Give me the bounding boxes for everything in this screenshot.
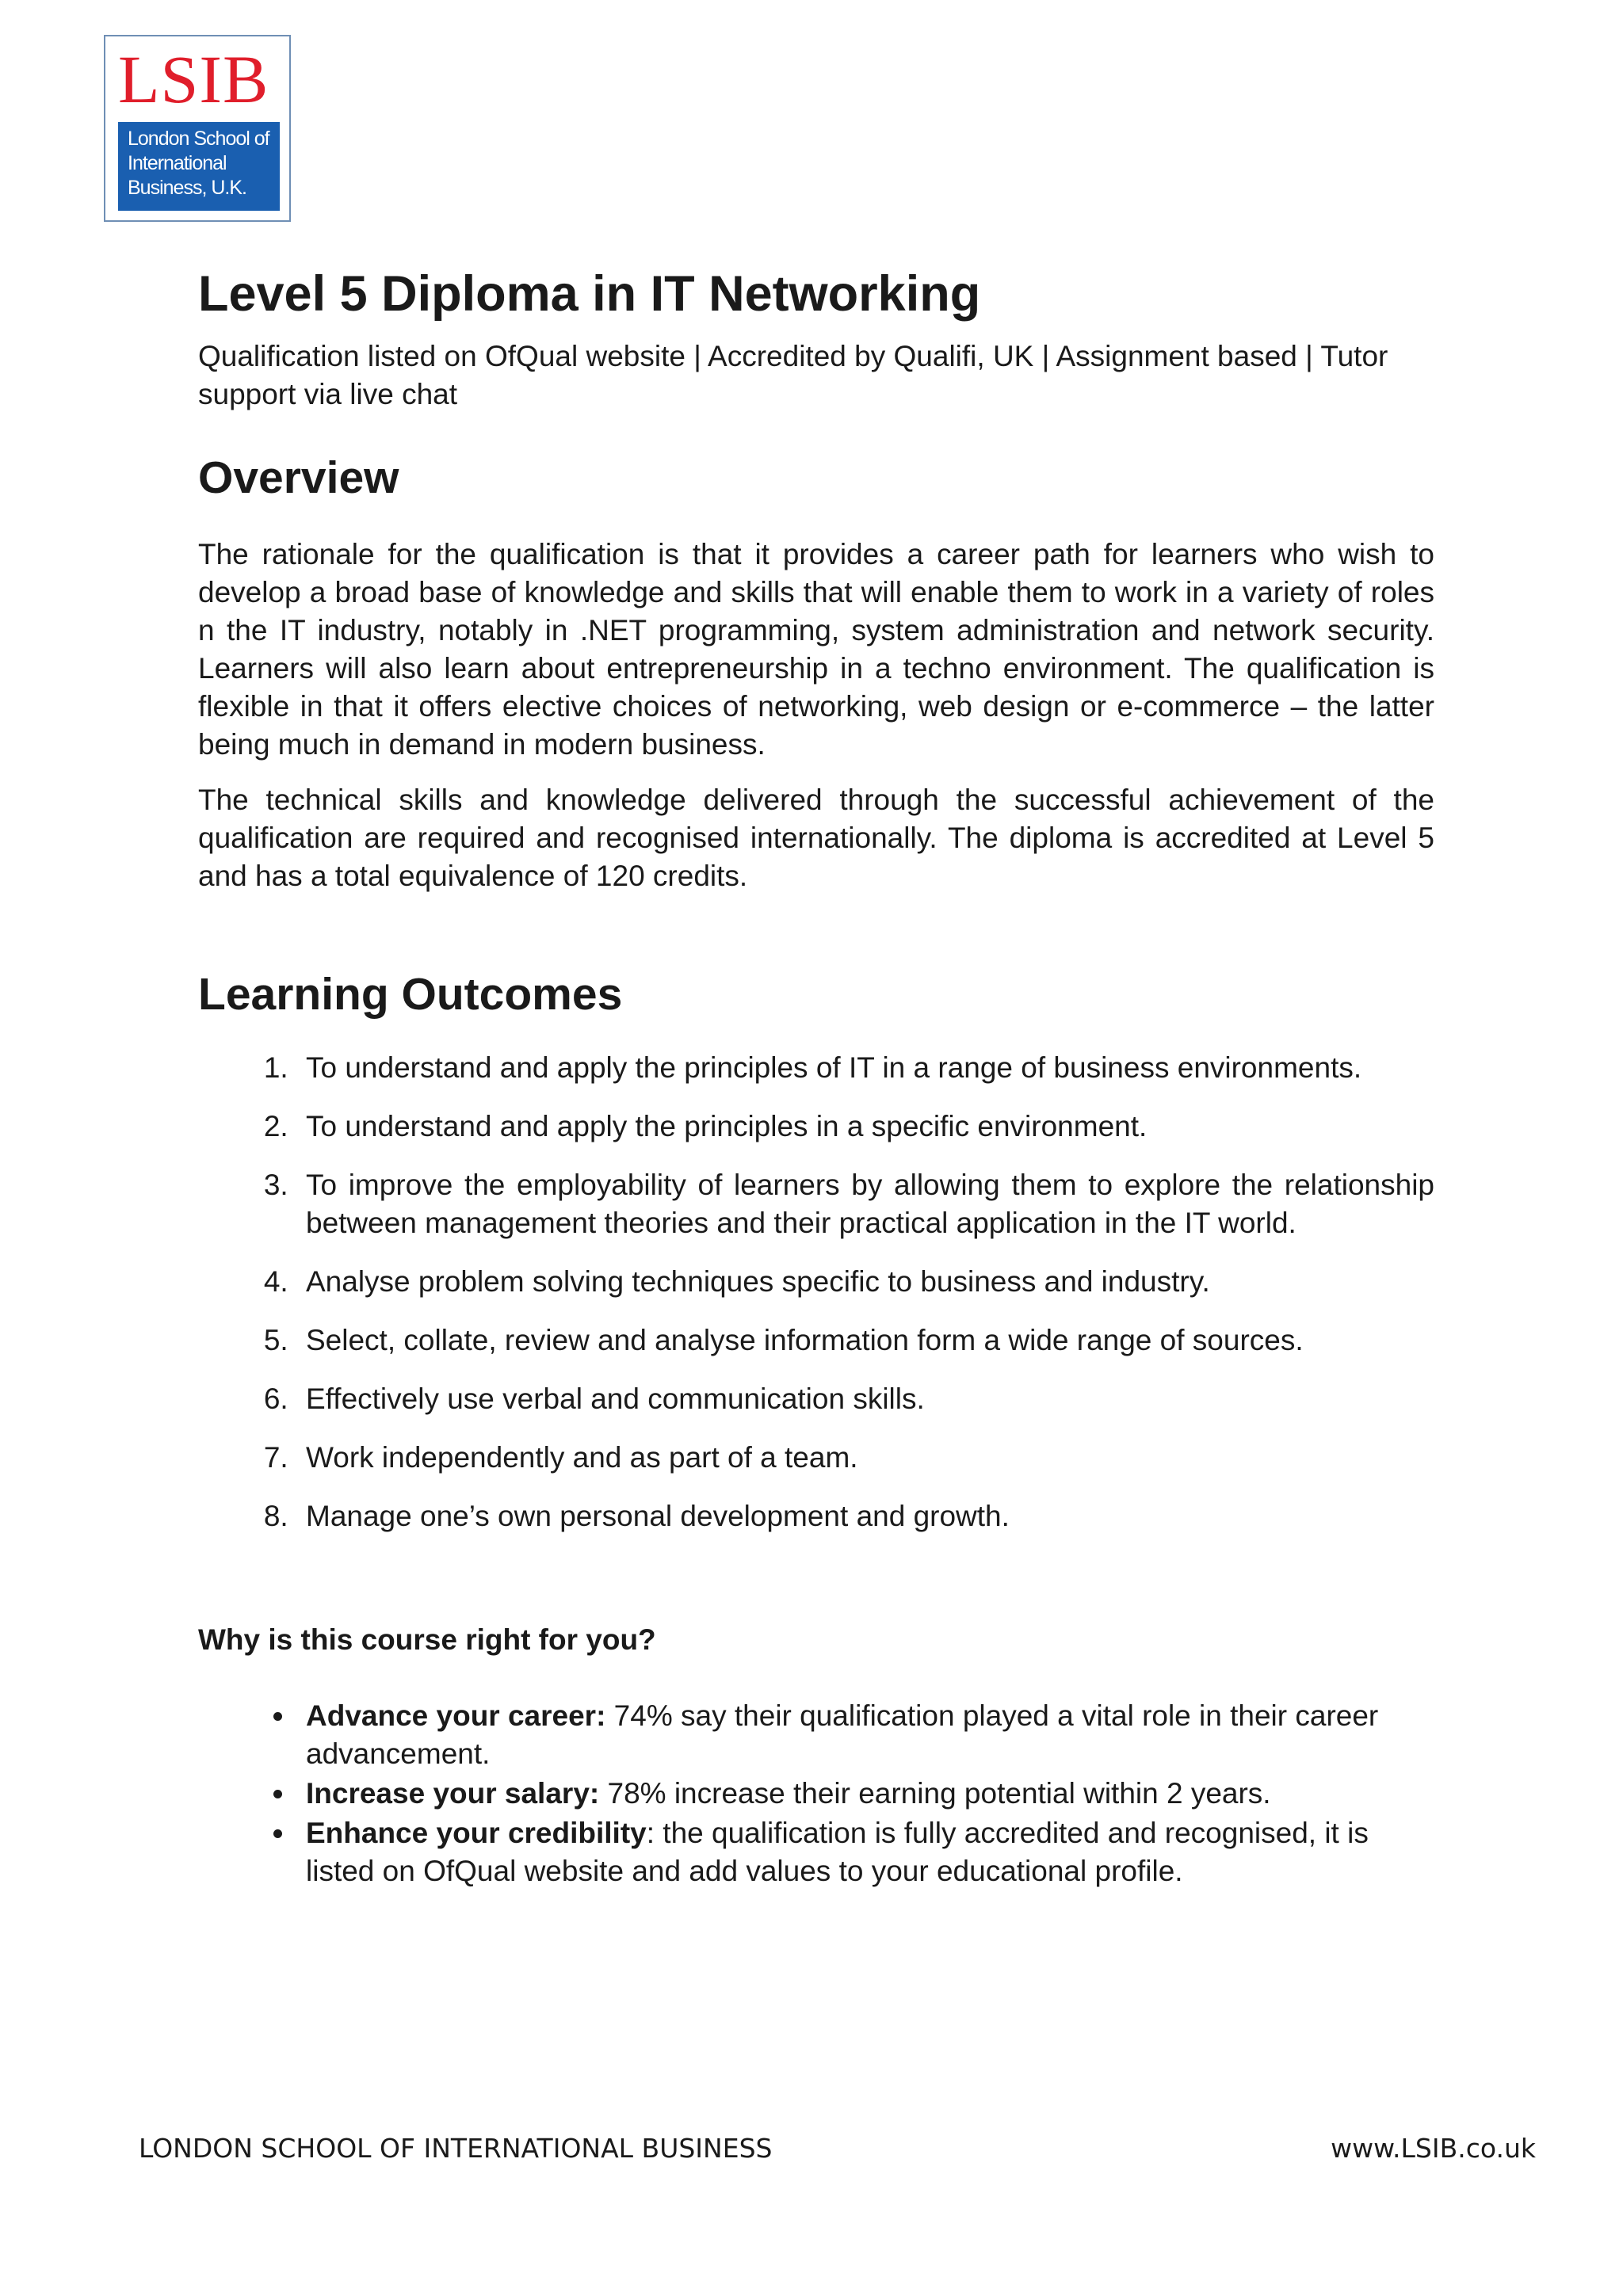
- lsib-logo: [104, 35, 291, 222]
- benefit-label: Enhance your credibility: [306, 1817, 647, 1849]
- benefit-text: : the qualification is fully accredited and recognised, it is listed on OfQual website and add values to your educational profile.: [306, 1817, 1369, 1887]
- list-item: [296, 1775, 1434, 1813]
- list-item: 6. Effectively use verbal and communication skills.: [296, 1380, 1434, 1418]
- list-item: 7. Work independently and as part of a team.: [296, 1439, 1434, 1477]
- page-title: Level 5 Diploma in IT Networking: [198, 266, 981, 322]
- logo-tagline: London School of International Business, U.K.: [128, 128, 269, 199]
- footer-organization: LONDON SCHOOL OF INTERNATIONAL BUSINESS: [139, 2133, 773, 2164]
- list-item: 4. Analyse problem solving techniques specific to business and industry.: [296, 1263, 1434, 1301]
- benefits-list: [198, 1697, 1434, 1890]
- list-item: 2. To understand and apply the principles in a specific environment.: [296, 1108, 1434, 1146]
- logo-wordmark: LSIB: [118, 41, 269, 117]
- benefit-text: 74% say their qualification played a vital role in their career advancement.: [306, 1699, 1379, 1770]
- logo-tagline-box: [118, 122, 280, 211]
- list-item: 1. To understand and apply the principles of IT in a range of business environments.: [296, 1049, 1434, 1087]
- page-subtitle: Qualification listed on OfQual website | Accredited by Qualifi, UK | Assignment based | Tutor support via live chat: [198, 340, 1388, 410]
- overview-heading: Overview: [198, 452, 399, 503]
- list-item: [296, 1697, 1434, 1773]
- learning-outcomes-heading: Learning Outcomes: [198, 969, 623, 1020]
- list-item: 3. To improve the employability of learners by allowing them to explore the relationship between management theories and their practical application in the IT world.: [296, 1166, 1434, 1242]
- why-course-heading: Why is this course right for you?: [198, 1623, 656, 1656]
- benefit-label: Increase your salary:: [306, 1777, 600, 1810]
- overview-paragraph: The technical skills and knowledge delivered through the successful achievement of the qualification are required and recognised internationally. The diploma is accredited at Level 5 and has a total equivalence of 120 credits.: [198, 784, 1434, 892]
- learning-outcomes-list: [198, 1049, 1434, 1535]
- list-item: [296, 1814, 1434, 1890]
- document-body: [198, 261, 1434, 1892]
- benefit-text: 78% increase their earning potential within 2 years.: [599, 1777, 1271, 1810]
- benefit-label: Advance your career:: [306, 1699, 606, 1732]
- footer-website: www.LSIB.co.uk: [1331, 2133, 1536, 2164]
- list-item: 8. Manage one’s own personal development and growth.: [296, 1497, 1434, 1535]
- list-item: 5. Select, collate, review and analyse information form a wide range of sources.: [296, 1322, 1434, 1360]
- overview-paragraph: The rationale for the qualification is that it provides a career path for learners who wish to develop a broad base of knowledge and skills that will enable them to work in a variety of roles n the IT industry, notably in .NET programming, system administration and network security. Learners will also learn about entrepreneurship in a techno environment. The qualification is flexible in that it offers elective choices of networking, web design or e-commerce – the latter being much in demand in modern business.: [198, 538, 1434, 761]
